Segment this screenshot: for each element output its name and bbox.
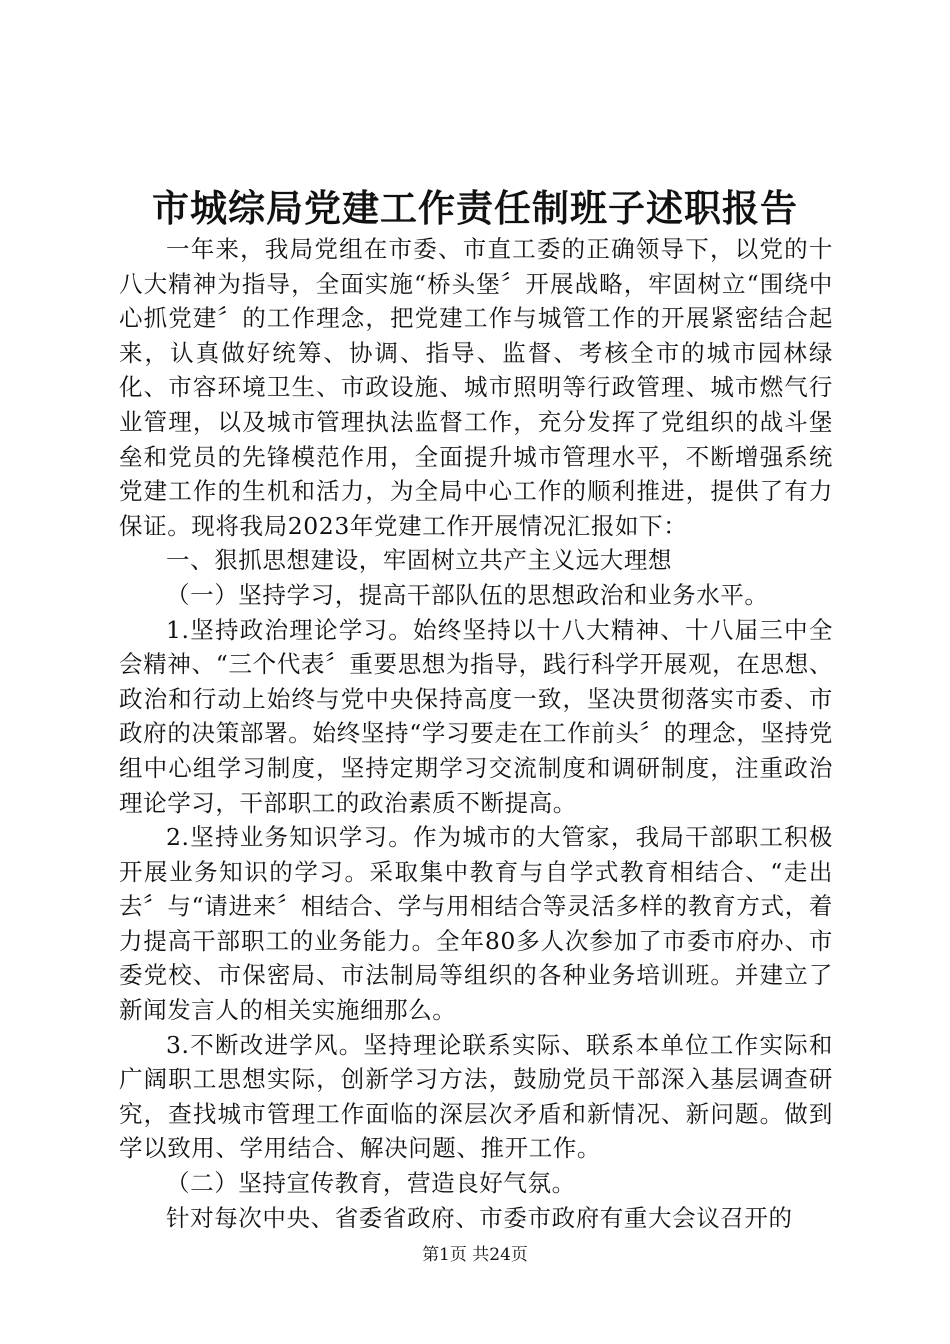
paragraph-item-3: 3.不断改进学风。坚持理论联系实际、联系本单位工作实际和广阔职工思想实际，创新学习方法，鼓励党员干部深入基层调查研究，查找城市管理工作面临的深层次矛盾和新情况、新问题。做到学以致用、学用结合、解决问题、推开工作。 xyxy=(119,1030,833,1163)
document-body xyxy=(119,232,833,1235)
page-footer: 第1页 共24页 xyxy=(422,1245,528,1265)
subsection-heading-1: （一）坚持学习，提高干部队伍的思想政治和业务水平。 xyxy=(166,580,769,609)
paragraph-item-1: 1.坚持政治理论学习。始终坚持以十八大精神、十八届三中全会精神、“三个代表〞重要思想为指导，践行科学开展观，在思想、政治和行动上始终与党中央保持高度一致，坚决贯彻落实市委、市政府的决策部署。始终坚持“学习要走在工作前头〞的理念，坚持党组中心组学习制度，坚持定期学习交流制度和调研制度，注重政治理论学习，干部职工的政治素质不断提高。 xyxy=(119,615,833,817)
paragraph-intro: 一年来，我局党组在市委、市直工委的正确领导下，以党的十八大精神为指导，全面实施“桥头堡〞开展战略，牢固树立“围绕中心抓党建〞的工作理念，把党建工作与城管工作的开展紧密结合起来，认真做好统筹、协调、指导、监督、考核全市的城市园林绿化、市容环境卫生、市政设施、城市照明等行政管理、城市燃气行业管理，以及城市管理执法监督工作，充分发挥了党组织的战斗堡垒和党员的先锋模范作用，全面提升城市管理水平，不断增强系统党建工作的生机和活力，为全局中心工作的顺利推进，提供了有力保证。现将我局2023年党建工作开展情况汇报如下： xyxy=(119,235,833,540)
paragraph-continued: 针对每次中央、省委省政府、市委市政府有重大会议召开的 xyxy=(166,1203,793,1232)
paragraph-item-2: 2.坚持业务知识学习。作为城市的大管家，我局干部职工积极开展业务知识的学习。采取集中教育与自学式教育相结合、“走出去〞与“请进来〞相结合、学与用相结合等灵活多样的教育方式，着力提高干部职工的业务能力。全年80多人次参加了市委市府办、市委党校、市保密局、市法制局等组织的各种业务培训班。并建立了新闻发言人的相关实施细那么。 xyxy=(119,823,833,1025)
subsection-heading-2: （二）坚持宣传教育，营造良好气氛。 xyxy=(166,1169,576,1198)
section-heading-1: 一、狠抓思想建设，牢固树立共产主义远大理想 xyxy=(166,546,673,575)
document-title: 市城综局党建工作责任制班子述职报告 xyxy=(152,186,798,230)
